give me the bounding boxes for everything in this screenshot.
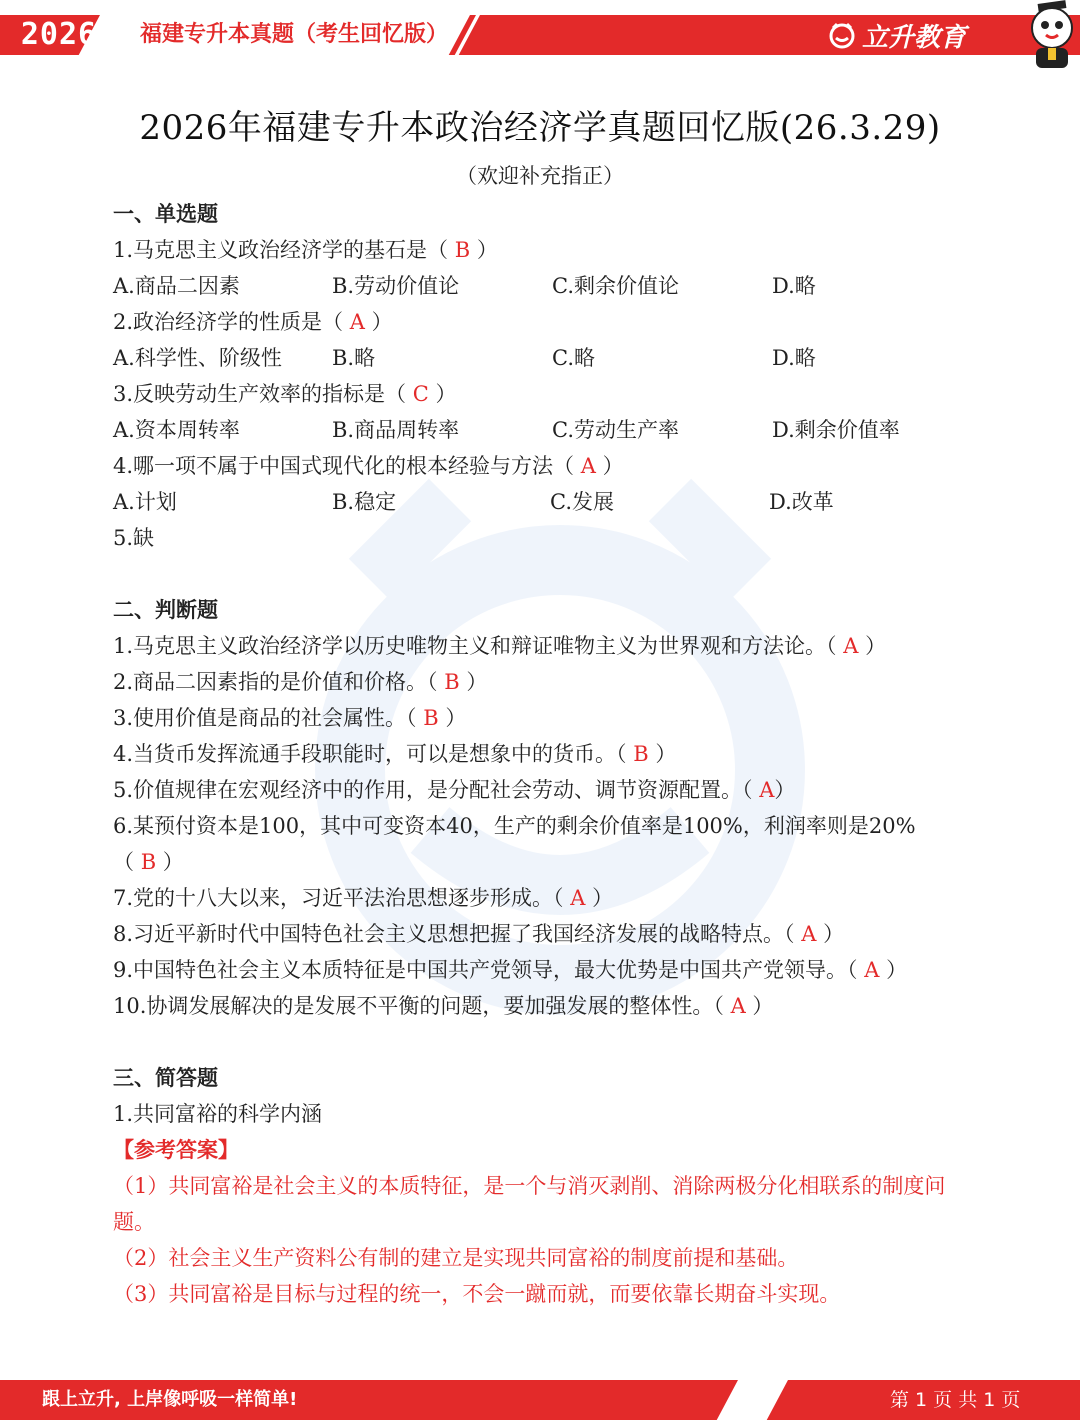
option: C.剩余价值论	[552, 274, 679, 298]
answer: B	[423, 706, 439, 730]
question: 1.共同富裕的科学内涵	[113, 1102, 323, 1126]
answer: B	[444, 670, 460, 694]
section-heading-short-answer: 三、简答题	[113, 1065, 218, 1090]
options-row	[113, 484, 973, 520]
option: A.商品二因素	[113, 274, 240, 298]
answer: A	[730, 994, 746, 1018]
question: 5.缺	[113, 526, 155, 550]
option: A.计划	[113, 490, 177, 514]
option: A.科学性、阶级性	[113, 346, 282, 370]
options-row	[113, 268, 973, 304]
answer-paragraph: （1）共同富裕是社会主义的本质特征，是一个与消灭剥削、消除两极分化相联系的制度问题。	[113, 1174, 946, 1234]
question: 10.协调发展解决的是发展不平衡的问题，要加强发展的整体性。（ A ）	[113, 994, 774, 1018]
page-number: 第 1 页 共 1 页	[890, 1389, 1021, 1411]
brand-name: 立升教育	[862, 22, 967, 53]
option: B.劳动价值论	[332, 274, 460, 298]
question: 3.反映劳动生产效率的指标是（ C ）	[113, 382, 457, 406]
question: 1.马克思主义政治经济学的基石是（ B ）	[113, 238, 498, 262]
option: B.商品周转率	[332, 418, 460, 442]
answer-paragraph: （2）社会主义生产资料公有制的建立是实现共同富裕的制度前提和基础。	[113, 1246, 799, 1270]
answer: B	[633, 742, 649, 766]
option: D.改革	[769, 490, 834, 514]
page-header	[0, 0, 1080, 72]
answer: C	[412, 382, 429, 406]
question: 3.使用价值是商品的社会属性。（ B ）	[113, 706, 467, 730]
footer-slogan: 跟上立升, 上岸像呼吸一样简单!	[42, 1389, 298, 1410]
answer: A	[864, 958, 880, 982]
option: C.发展	[550, 490, 614, 514]
answer: A	[580, 454, 596, 478]
answer: B	[454, 238, 471, 262]
question: 1.马克思主义政治经济学以历史唯物主义和辩证唯物主义为世界观和方法论。（ A ）	[113, 634, 887, 658]
answer: A	[759, 778, 775, 802]
header-title: 福建专升本真题（考生回忆版）	[140, 22, 449, 47]
header-year: 2026	[20, 17, 98, 52]
mascot-icon	[1020, 0, 1080, 72]
section-heading-single-choice: 一、单选题	[113, 201, 218, 226]
option: B.稳定	[332, 490, 397, 514]
option: D.略	[772, 346, 816, 370]
question: 6.某预付资本是100，其中可变资本40，生产的剩余价值率是100%，利润率则是20%	[113, 814, 916, 838]
answer: A	[801, 922, 817, 946]
question: 2.政治经济学的性质是（ A ）	[113, 310, 393, 334]
page-footer	[0, 1380, 1080, 1420]
option: C.劳动生产率	[552, 418, 679, 442]
option: B.略	[332, 346, 376, 370]
question: 8.习近平新时代中国特色社会主义思想把握了我国经济发展的战略特点。（ A ）	[113, 922, 845, 946]
document-title: 2026年福建专升本政治经济学真题回忆版(26.3.29)	[139, 108, 941, 148]
answer: A	[349, 310, 365, 334]
answer: A	[843, 634, 859, 658]
document-body	[113, 196, 973, 1312]
brand-logo	[828, 15, 966, 55]
option: C.略	[552, 346, 595, 370]
question: 4.当货币发挥流通手段职能时，可以是想象中的货币。（ B ）	[113, 742, 677, 766]
brand-face-icon	[828, 21, 856, 49]
document-subtitle: （欢迎补充指正）	[456, 164, 624, 188]
question-continuation: （ B ）	[113, 850, 184, 874]
answer-paragraph: （3）共同富裕是目标与过程的统一，不会一蹴而就，而要依靠长期奋斗实现。	[113, 1282, 841, 1306]
question: 2.商品二因素指的是价值和价格。（ B ）	[113, 670, 488, 694]
answer: B	[140, 850, 157, 874]
section-heading-true-false: 二、判断题	[113, 597, 218, 622]
options-row	[113, 340, 973, 376]
question: 5.价值规律在宏观经济中的作用，是分配社会劳动、调节资源配置。（ A）	[113, 778, 796, 802]
question: 9.中国特色社会主义本质特征是中国共产党领导，最大优势是中国共产党领导。（ A ）	[113, 958, 908, 982]
reference-answer-label: 【参考答案】	[113, 1137, 239, 1162]
option: D.略	[772, 274, 816, 298]
answer: A	[570, 886, 586, 910]
question: 7.党的十八大以来，习近平法治思想逐步形成。（ A ）	[113, 886, 614, 910]
option: D.剩余价值率	[772, 418, 900, 442]
option: A.资本周转率	[113, 418, 240, 442]
question: 4.哪一项不属于中国式现代化的根本经验与方法（ A ）	[113, 454, 624, 478]
options-row	[113, 412, 973, 448]
